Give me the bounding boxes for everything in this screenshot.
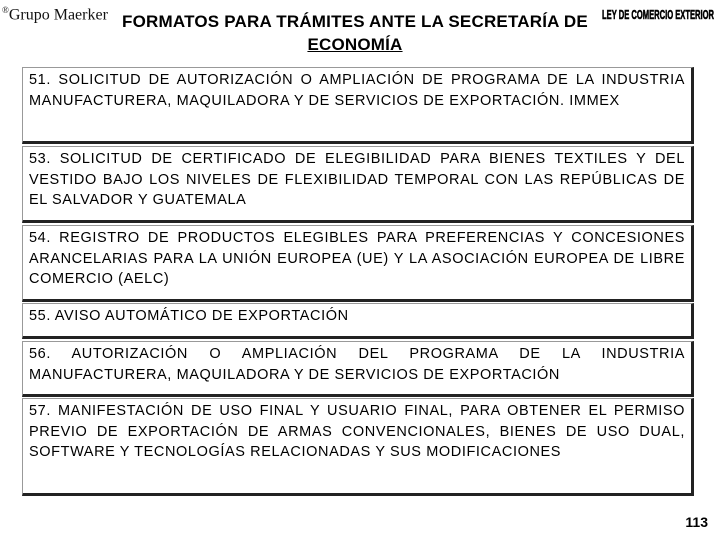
form-item-54 <box>22 225 694 302</box>
title-line-2: ECONOMÍA <box>307 35 403 54</box>
form-item-57 <box>22 398 694 496</box>
form-item-text: 56. AUTORIZACIÓN O AMPLIACIÓN DEL PROGRAMA DE LA INDUSTRIA MANUFACTURERA, MAQUILADORA Y DE SERVICIOS DE EXPORTACIÓN <box>29 346 685 383</box>
form-item-53 <box>22 146 694 223</box>
form-item-56 <box>22 341 694 397</box>
brand-name: Grupo Maerker <box>8 6 108 24</box>
page-number: 113 <box>685 514 708 530</box>
title-line-1: FORMATOS PARA TRÁMITES ANTE LA SECRETARÍA DE <box>122 12 588 31</box>
form-item-text: 57. MANIFESTACIÓN DE USO FINAL Y USUARIO FINAL, PARA OBTENER EL PERMISO PREVIO DE EXPORTACIÓN DE ARMAS CONVENCIONALES, BIENES DE USO DUAL, SOFTWARE Y TECNOLOGÍAS RELACIONADAS Y SUS MODIFICACIONES <box>29 403 685 460</box>
page-title <box>60 10 650 56</box>
form-item-text: 54. REGISTRO DE PRODUCTOS ELEGIBLES PARA PREFERENCIAS Y CONCESIONES ARANCELARIAS PARA LA UNIÓN EUROPEA (UE) Y LA ASOCIACIÓN EUROPEA DE LIBRE COMERCIO (AELC) <box>29 230 685 287</box>
form-item-55 <box>22 303 694 339</box>
form-item-text: 51. SOLICITUD DE AUTORIZACIÓN O AMPLIACIÓN DE PROGRAMA DE LA INDUSTRIA MANUFACTURERA, MAQUILADORA Y DE SERVICIOS DE EXPORTACIÓN. IMMEX <box>29 72 685 109</box>
form-item-text: 55. AVISO AUTOMÁTICO DE EXPORTACIÓN <box>29 308 349 324</box>
form-item-text: 53. SOLICITUD DE CERTIFICADO DE ELEGIBILIDAD PARA BIENES TEXTILES Y DEL VESTIDO BAJO LOS NIVELES DE FLEXIBILIDAD TEMPORAL CON LAS REPÚBLICAS DE EL SALVADOR Y GUATEMALA <box>29 151 685 208</box>
form-item-51 <box>22 67 694 144</box>
registered-mark: ® <box>2 5 9 15</box>
stamp-text: LEY DE COMERCIO EXTERIOR <box>602 7 715 22</box>
